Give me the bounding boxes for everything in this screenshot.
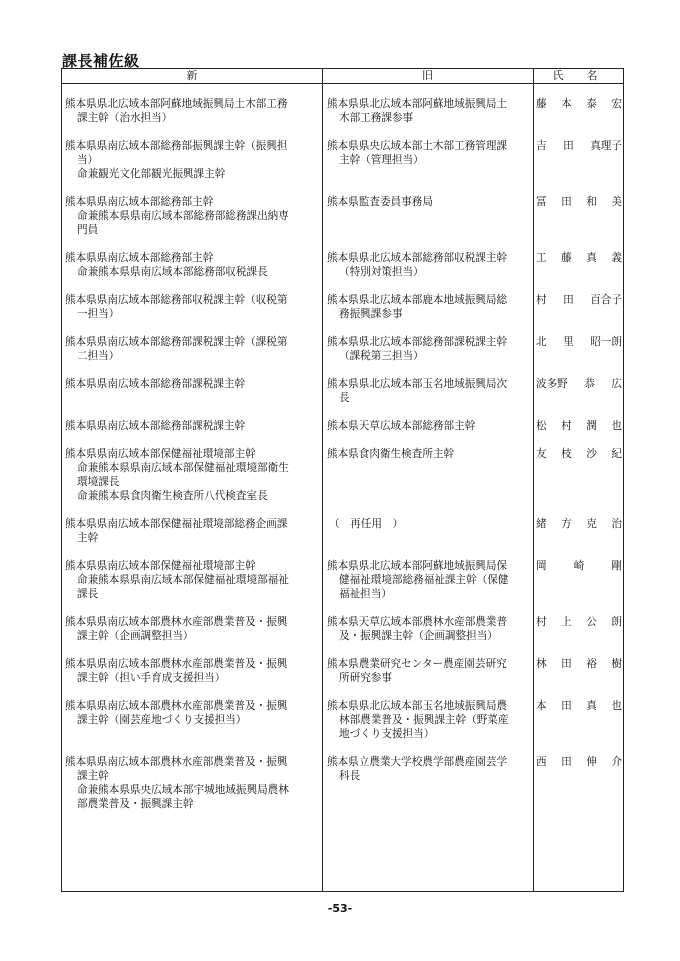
person-name [536,447,622,461]
old-position-line: （特別対策担当） [339,266,424,278]
name-part: 田 [561,756,572,768]
new-position-line: 熊本県県南広域本部総務部課税課主幹（課税第 [65,336,288,348]
old-position-line: 熊本県県北広域本部阿蘇地域振興局保 [327,560,508,572]
old-position-line: 木部工務課参事 [339,112,414,124]
new-position-line: 熊本県県南広域本部農林水産部農業普及・振興 [65,616,288,628]
name-part: 和 [586,196,597,208]
new-position-cell [65,377,321,391]
old-position-line: 及・振興課主幹（企画調整担当） [339,630,498,642]
old-position-line: 熊本県食肉衛生検査所主幹 [327,448,455,460]
name-part: 潤 [586,420,597,432]
new-position-cell [65,251,321,279]
old-position-cell [327,139,533,167]
name-part: 泰 [586,98,597,110]
old-position-line: 熊本県農業研究センター農産園芸研究 [327,658,507,670]
name-part: 緒 [536,518,547,530]
old-position-line: 熊本県立農業大学校農学部農産園芸学 [327,756,508,768]
old-position-line: 科長 [339,770,361,782]
section-title: 課長補佐級 [62,52,140,70]
old-position-line: 熊本県県央広域本部土木部工務管理課 [327,140,508,152]
old-position-line: （ 再任用 ） [329,518,404,530]
old-position-cell [327,195,533,209]
old-position-cell [327,97,533,125]
new-position-line: 命兼熊本県県央広域本部宇城地域振興局農林 [77,784,289,796]
person-name [536,615,622,629]
old-position-line: 熊本県天草広域本部農林水産部農業普 [327,616,508,628]
new-position-line: 熊本県県南広域本部総務部収税課主幹（収税第 [65,294,288,306]
name-part: 西 [536,756,547,768]
new-position-cell [65,293,321,321]
old-position-line: 熊本県天草広域本部総務部主幹 [327,420,476,432]
new-position-line: 課主幹（園芸産地づくり支援担当） [77,714,247,726]
new-position-line: 熊本県県南広域本部保健福祉環境部主幹 [65,448,256,460]
person-name [536,139,622,153]
person-name [536,559,622,573]
name-part: 本 [561,98,572,110]
name-part: 村 [536,616,547,628]
new-position-line: 熊本県県南広域本部農林水産部農業普及・振興 [65,756,288,768]
name-part: 伸 [586,756,597,768]
name-part: 枝 [561,448,572,460]
old-position-cell [327,419,533,433]
old-position-line: 健福祉環境部総務福祉課主幹（保健 [339,574,509,586]
name-part: 岡 [536,560,547,572]
person-name [536,699,622,713]
new-position-cell [65,615,321,643]
new-position-cell [65,139,321,181]
old-position-cell [327,251,533,279]
old-position-line: 熊本県監査委員事務局 [327,196,433,208]
name-part: 公 [586,616,597,628]
name-part: 克 [586,518,597,530]
new-position-cell [65,97,321,125]
new-position-line: 熊本県県北広域本部阿蘇地域振興局土木部工務 [65,98,288,110]
new-position-line: 主幹 [77,532,99,544]
old-position-cell [327,755,533,783]
header-name: 氏 名 [552,69,604,82]
new-position-cell [65,755,321,811]
name-part: 紀 [611,448,622,460]
person-name [536,97,622,111]
new-position-cell [65,517,321,545]
name-part: 田 [561,196,572,208]
name-part: 宏 [611,98,622,110]
old-position-line: 熊本県県北広域本部総務部課税課主幹 [327,336,508,348]
old-position-cell [327,657,533,685]
header-old: 旧 [422,69,433,82]
name-part: 崎 [573,560,585,572]
column-divider [533,69,534,891]
name-part: 藤 [536,98,547,110]
person-name [536,251,622,265]
old-position-cell [327,335,533,363]
name-part: 裕 [586,658,597,670]
new-position-line: 課長 [77,588,99,600]
old-position-cell [327,615,533,643]
name-part: 広 [611,378,622,390]
name-part: 林 [536,658,547,670]
new-position-cell [65,559,321,601]
new-position-cell [65,657,321,685]
old-position-cell [327,377,533,405]
old-position-line: 福祉担当） [339,588,392,600]
name-part: 剛 [611,560,622,572]
person-name [536,419,622,433]
old-position-cell [327,447,533,461]
new-position-line: 課主幹（治水担当） [77,112,173,124]
name-part: 友 [536,448,547,460]
old-position-line: 長 [339,392,350,404]
old-position-cell [327,293,533,321]
old-position-line: 熊本県県北広域本部玉名地域振興局農 [327,700,508,712]
name-part: 本 [536,700,547,712]
old-position-line: 地づくり支援担当） [339,728,435,740]
name-part: 美 [611,196,622,208]
new-position-line: 熊本県県南広域本部総務部振興課主幹（振興担 [65,140,288,152]
old-position-line: 主幹（管理担当） [339,154,424,166]
name-part: 真理子 [590,140,622,152]
name-part: 樹 [611,658,622,670]
header-new: 新 [186,69,198,82]
person-name [536,335,622,349]
personnel-table [61,68,624,892]
name-part: 里 [563,336,574,348]
old-position-line: （課税第三担当） [339,350,424,362]
person-name [536,293,622,307]
name-part: 昭一朗 [590,336,622,348]
new-position-line: 命兼熊本県県南広域本部総務部収税課長 [77,266,268,278]
new-position-line: 部農業普及・振興課主幹 [77,798,194,810]
new-position-line: 熊本県県南広域本部農林水産部農業普及・振興 [65,700,288,712]
old-position-line: 熊本県県北広域本部総務部収税課主幹 [327,252,508,264]
name-part: 吉 [536,140,547,152]
name-part: 藤 [561,252,572,264]
new-position-cell [65,447,321,503]
new-position-line: 二担当） [77,350,120,362]
person-name [536,755,622,769]
new-position-line: 命兼熊本県食肉衛生検査所八代検査室長 [77,490,268,502]
old-position-cell [327,559,533,601]
name-part: 真 [586,252,597,264]
name-part: 田 [563,140,574,152]
header-divider [62,83,623,84]
name-part: 波多野 [536,378,568,390]
old-position-line: 熊本県県北広域本部玉名地域振興局次 [327,378,508,390]
page-number: -53- [327,902,353,915]
name-part: 義 [611,252,622,264]
new-position-line: 熊本県県南広域本部保健福祉環境部総務企画課 [65,518,288,530]
name-part: 工 [536,252,547,264]
name-part: 田 [561,700,572,712]
person-name [536,657,622,671]
name-part: 田 [563,294,574,306]
new-position-cell [65,699,321,727]
new-position-cell [65,419,321,433]
new-position-line: 熊本県県南広域本部総務部課税課主幹 [65,378,246,390]
name-part: 北 [536,336,547,348]
new-position-line: 命兼熊本県県南広域本部保健福祉環境部福祉 [77,574,289,586]
new-position-line: 一担当） [77,308,120,320]
column-divider [322,69,323,891]
new-position-cell [65,195,321,237]
name-part: 也 [611,700,622,712]
new-position-line: 課主幹 [77,770,109,782]
name-part: 恭 [584,378,595,390]
name-part: 治 [611,518,622,530]
new-position-line: 熊本県県南広域本部総務部主幹 [65,252,214,264]
name-part: 上 [561,616,572,628]
old-position-cell [327,699,533,741]
new-position-line: 課主幹（企画調整担当） [77,630,194,642]
name-part: 村 [536,294,547,306]
name-part: 沙 [586,448,597,460]
new-position-line: 課主幹（担い手育成支援担当） [77,672,226,684]
old-position-line: 林部農業普及・振興課主幹（野菜産 [339,714,509,726]
new-position-line: 命兼熊本県県南広域本部総務部総務課出納専 [77,210,289,222]
new-position-line: 当） [77,154,99,166]
new-position-line: 環境課長 [77,476,120,488]
old-position-line: 熊本県県北広域本部阿蘇地域振興局土 [327,98,508,110]
new-position-line: 熊本県県南広域本部農林水産部農業普及・振興 [65,658,288,670]
old-position-line: 所研究参事 [339,672,392,684]
new-position-line: 命兼観光文化部観光振興課主幹 [77,168,226,180]
name-part: 村 [561,420,572,432]
new-position-line: 命兼熊本県県南広域本部保健福祉環境部衛生 [77,462,289,474]
old-position-line: 務振興課参事 [339,308,403,320]
new-position-cell [65,335,321,363]
name-part: 朗 [611,616,622,628]
person-name [536,517,622,531]
name-part: 松 [536,420,547,432]
new-position-line: 熊本県県南広域本部保健福祉環境部主幹 [65,560,256,572]
new-position-line: 熊本県県南広域本部総務部課税課主幹 [65,420,246,432]
name-part: 百合子 [590,294,622,306]
name-part: 也 [611,420,622,432]
name-part: 田 [561,658,572,670]
new-position-line: 門員 [77,224,99,236]
name-part: 真 [586,700,597,712]
name-part: 介 [611,756,622,768]
old-position-line: 熊本県県北広域本部鹿本地域振興局総 [327,294,508,306]
person-name [536,195,622,209]
name-part: 方 [561,518,572,530]
name-part: 冨 [536,196,547,208]
old-position-cell [327,517,533,531]
new-position-line: 熊本県県南広域本部総務部主幹 [65,196,214,208]
person-name [536,377,622,391]
